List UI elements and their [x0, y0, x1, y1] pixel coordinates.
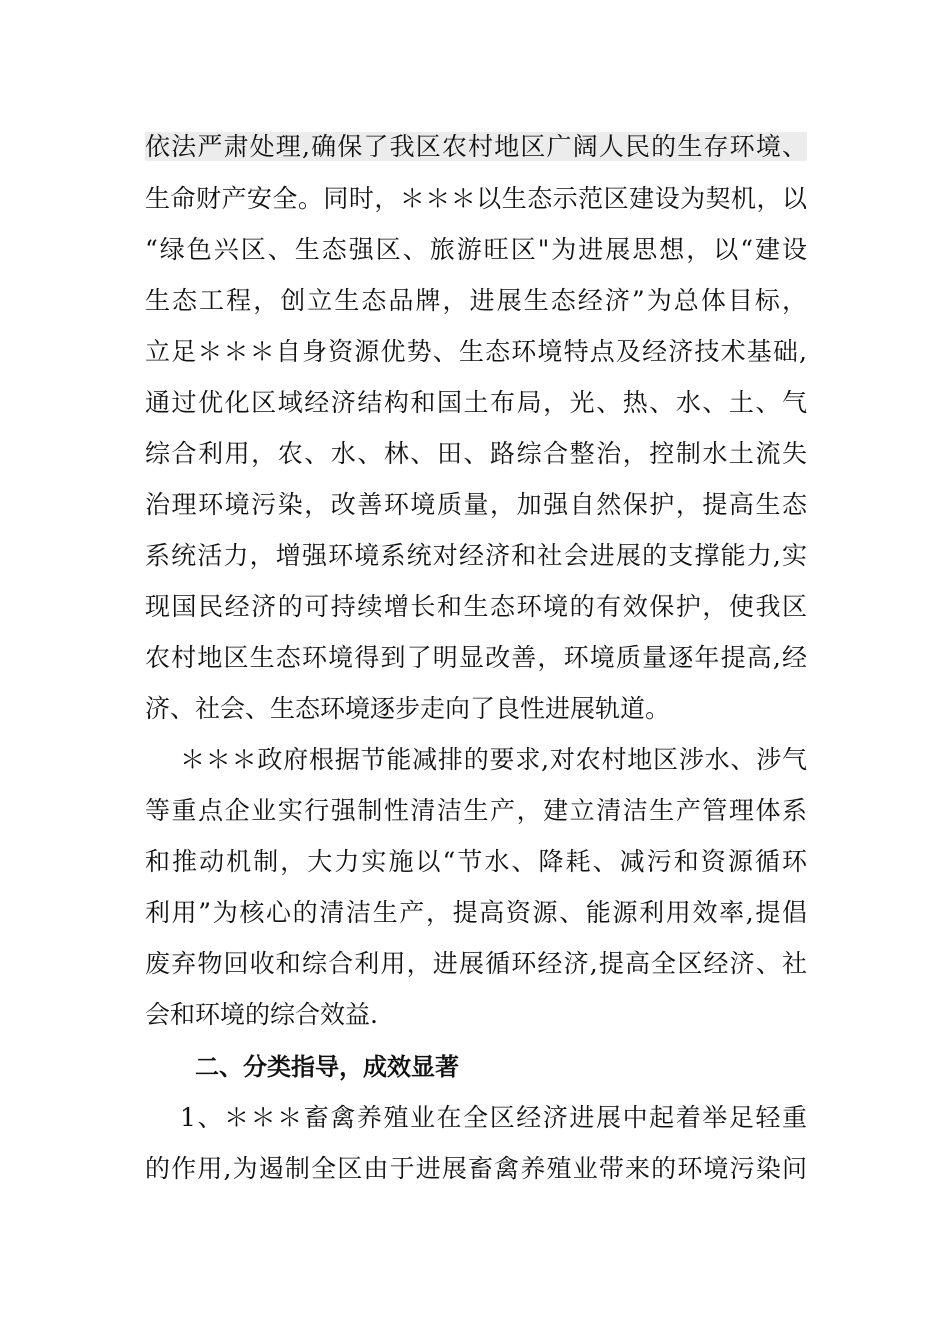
text-line: 等重点企业实行强制性清洁生产，建立清洁生产管理体系 — [145, 796, 807, 825]
text-line: 会和环境的综合效益. — [145, 1000, 378, 1029]
highlighted-text: 依法严肃处理,确保了我区农村地区广阔人民的生存环境、 — [145, 132, 807, 161]
text-line: 立足＊＊＊自身资源优势、生态环境特点及经济技术基础, — [145, 337, 807, 366]
text-line: 生命财产安全。同时，＊＊＊以生态示范区建设为契机，以 — [145, 184, 807, 213]
section-heading: 二、分类指导，成效显著 — [195, 1053, 459, 1081]
text-line: 和推动机制，大力实施以“节水、降耗、减污和资源循环 — [145, 847, 807, 876]
text-line: 通过优化区域经济结构和国土布局，光、热、水、土、气 — [145, 388, 807, 417]
text-line: 现国民经济的可持续增长和生态环境的有效保护，使我区 — [145, 592, 807, 621]
text-line: 废弃物回收和综合利用，进展循环经济,提高全区经济、社 — [145, 949, 807, 978]
text-line: 1、＊＊＊畜禽养殖业在全区经济进展中起着举足轻重 — [180, 1103, 807, 1132]
text-line: 农村地区生态环境得到了明显改善，环境质量逐年提高,经 — [145, 643, 807, 672]
text-line: 治理环境污染，改善环境质量，加强自然保护，提高生态 — [145, 490, 807, 519]
text-line: ＊＊＊政府根据节能减排的要求,对农村地区涉水、涉气 — [180, 745, 807, 774]
text-line: 生态工程，创立生态品牌，进展生态经济”为总体目标， — [145, 286, 807, 315]
text-line: “绿色兴区、生态强区、旅游旺区"为进展思想，以“建设 — [145, 235, 807, 264]
text-line: 系统活力，增强环境系统对经济和社会进展的支撑能力,实 — [145, 541, 807, 570]
text-line: 综合利用，农、水、林、田、路综合整治，控制水土流失 — [145, 439, 807, 468]
text-line: 利用”为核心的清洁生产，提高资源、能源利用效率,提倡 — [145, 898, 807, 927]
text-line — [145, 121, 807, 173]
text-line: 济、社会、生态环境逐步走向了良性进展轨道。 — [145, 694, 671, 723]
text-line: 的作用,为遏制全区由于进展畜禽养殖业带来的环境污染问 — [145, 1154, 807, 1183]
